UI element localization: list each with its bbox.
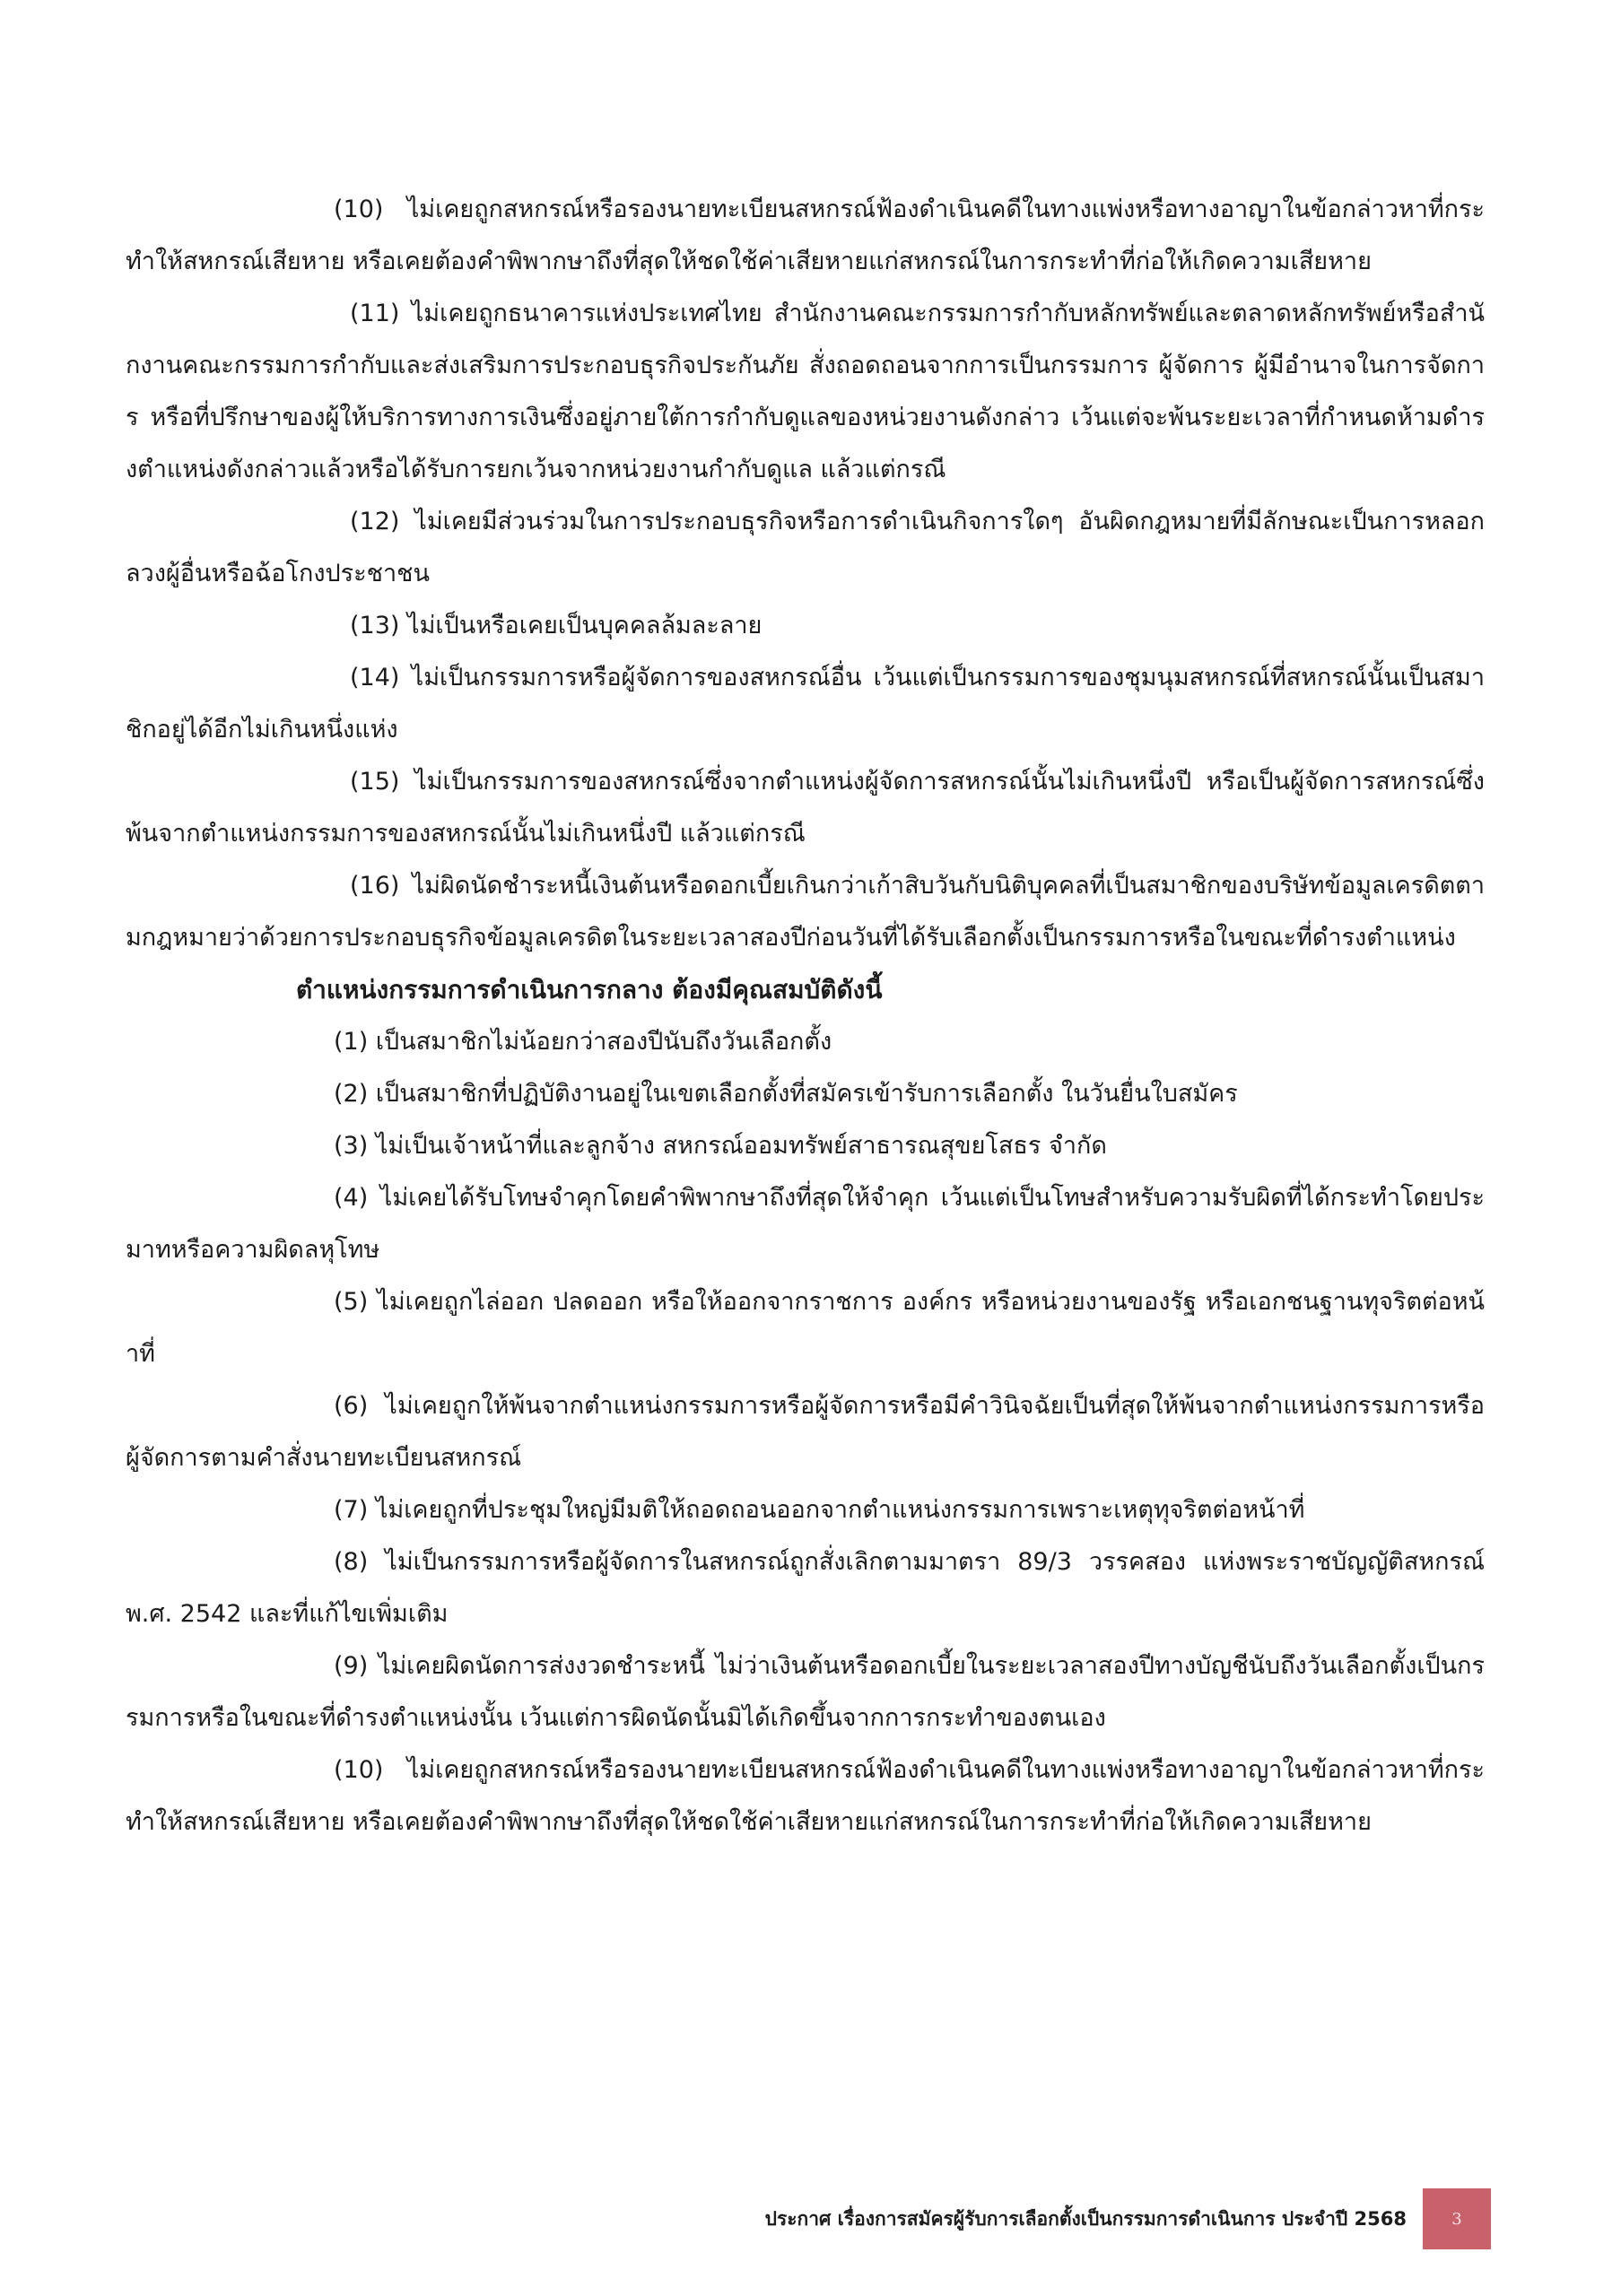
clause-paragraph: (8) ไม่เป็นกรรมการหรือผู้จัดการในสหกรณ์ถูกสั่งเลิกตามมาตรา 89/3 วรรคสอง แห่งพระราชบัญญัติสหกรณ์ พ.ศ. 2542 และที่แก้ไขเพิ่มเติม (126, 1548, 1485, 1628)
clause-paragraph: (7) ไม่เคยถูกที่ประชุมใหญ่มีมติให้ถอดถอนออกจากตำแหน่งกรรมการเพราะเหตุทุจริตต่อหน้าที่ (334, 1496, 1305, 1524)
clause-paragraph: (12) ไม่เคยมีส่วนร่วมในการประกอบธุรกิจหรือการดำเนินกิจการใดๆ อันผิดกฎหมายที่มีลักษณะเป็นการหลอกลวงผู้อื่นหรือฉ้อโกงประชาชน (126, 508, 1485, 587)
clause-paragraph: (3) ไม่เป็นเจ้าหน้าที่และลูกจ้าง สหกรณ์ออมทรัพย์สาธารณสุขยโสธร จำกัด (334, 1132, 1107, 1160)
clause-paragraph: (15) ไม่เป็นกรรมการของสหกรณ์ซึ่งจากตำแหน่งผู้จัดการสหกรณ์นั้นไม่เกินหนึ่งปี หรือเป็นผู้จัดการสหกรณ์ซึ่งพ้นจากตำแหน่งกรรมการของสหกรณ์นั้นไม่เกินหนึ่งปี แล้วแต่กรณี (126, 768, 1485, 848)
clause-paragraph: (16) ไม่ผิดนัดชำระหนี้เงินต้นหรือดอกเบี้ยเกินกว่าเก้าสิบวันกับนิติบุคคลที่เป็นสมาชิกของบริษัทข้อมูลเครดิตตามกฎหมายว่าด้วยการประกอบธุรกิจข้อมูลเครดิตในระยะเวลาสองปีก่อนวันที่ได้รับเลือกตั้งเป็นกรรมการหรือในขณะที่ดำรงตำแหน่ง (126, 872, 1485, 952)
clause-paragraph: (11) ไม่เคยถูกธนาคารแห่งประเทศไทย สำนักงานคณะกรรมการกำกับหลักทรัพย์และตลาดหลักทรัพย์หรือสำนักงานคณะกรรมการกำกับและส่งเสริมการประกอบธุรกิจประกันภัย สั่งถอดถอนจากการเป็นกรรมการ ผู้จัดการ ผู้มีอำนาจในการจัดการ หรือที่ปรึกษาของผู้ให้บริการทางการเงินซึ่งอยู่ภายใต้การกำกับดูแลของหน่วยงานดังกล่าว เว้นแต่จะพ้นระยะเวลาที่กำหนดห้ามดำรงตำแหน่งดังกล่าวแล้วหรือได้รับการยกเว้นจากหน่วยงานกำกับดูแล แล้วแต่กรณี (126, 300, 1485, 483)
clause-paragraph: (2) เป็นสมาชิกที่ปฏิบัติงานอยู่ในเขตเลือกตั้งที่สมัครเข้ารับการเลือกตั้ง ในวันยื่นใบสมัคร (334, 1080, 1238, 1108)
document-body (126, 184, 1485, 1848)
clause-paragraph: (5) ไม่เคยถูกไล่ออก ปลดออก หรือให้ออกจากราชการ องค์กร หรือหน่วยงานของรัฐ หรือเอกชนฐานทุจริตต่อหน้าที่ (126, 1288, 1485, 1368)
clause-paragraph: (14) ไม่เป็นกรรมการหรือผู้จัดการของสหกรณ์อื่น เว้นแต่เป็นกรรมการของชุมนุมสหกรณ์ที่สหกรณ์นั้นเป็นสมาชิกอยู่ได้อีกไม่เกินหนึ่งแห่ง (126, 664, 1485, 744)
footer-title: ประกาศ เรื่องการสมัครผู้รับการเลือกตั้งเป็นกรรมการดำเนินการ ประจำปี 2568 (764, 2207, 1407, 2230)
section-heading: ตำแหน่งกรรมการดำเนินการกลาง ต้องมีคุณสมบัติดังนี้ (296, 975, 883, 1004)
clause-paragraph: (9) ไม่เคยผิดนัดการส่งงวดชำระหนี้ ไม่ว่าเงินต้นหรือดอกเบี้ยในระยะเวลาสองปีทางบัญชีนับถึงวันเลือกตั้งเป็นกรรมการหรือในขณะที่ดำรงตำแหน่งนั้น เว้นแต่การผิดนัดนั้นมิได้เกิดขึ้นจากการกระทำของตนเอง (126, 1652, 1485, 1732)
clause-paragraph: (1) เป็นสมาชิกไม่น้อยกว่าสองปีนับถึงวันเลือกตั้ง (334, 1028, 832, 1056)
page-number-badge: 3 (1423, 2188, 1491, 2249)
clause-paragraph: (13) ไม่เป็นหรือเคยเป็นบุคคลล้มละลาย (350, 612, 763, 639)
clause-paragraph: (4) ไม่เคยได้รับโทษจำคุกโดยคำพิพากษาถึงที่สุดให้จำคุก เว้นแต่เป็นโทษสำหรับความรับผิดที่ได้กระทำโดยประมาทหรือความผิดลหุโทษ (126, 1184, 1485, 1264)
page-footer (765, 2188, 1491, 2249)
clause-paragraph: (6) ไม่เคยถูกให้พ้นจากตำแหน่งกรรมการหรือผู้จัดการหรือมีคำวินิจฉัยเป็นที่สุดให้พ้นจากตำแหน่งกรรมการหรือผู้จัดการตามคำสั่งนายทะเบียนสหกรณ์ (126, 1392, 1485, 1472)
clause-paragraph: (10) ไม่เคยถูกสหกรณ์หรือรองนายทะเบียนสหกรณ์ฟ้องดำเนินคดีในทางแพ่งหรือทางอาญาในข้อกล่าวหาที่กระทำให้สหกรณ์เสียหาย หรือเคยต้องคำพิพากษาถึงที่สุดให้ชดใช้ค่าเสียหายแก่สหกรณ์ในการกระทำที่ก่อให้เกิดความเสียหาย (126, 196, 1485, 275)
clause-paragraph: (10) ไม่เคยถูกสหกรณ์หรือรองนายทะเบียนสหกรณ์ฟ้องดำเนินคดีในทางแพ่งหรือทางอาญาในข้อกล่าวหาที่กระทำให้สหกรณ์เสียหาย หรือเคยต้องคำพิพากษาถึงที่สุดให้ชดใช้ค่าเสียหายแก่สหกรณ์ในการกระทำที่ก่อให้เกิดความเสียหาย (126, 1756, 1485, 1836)
